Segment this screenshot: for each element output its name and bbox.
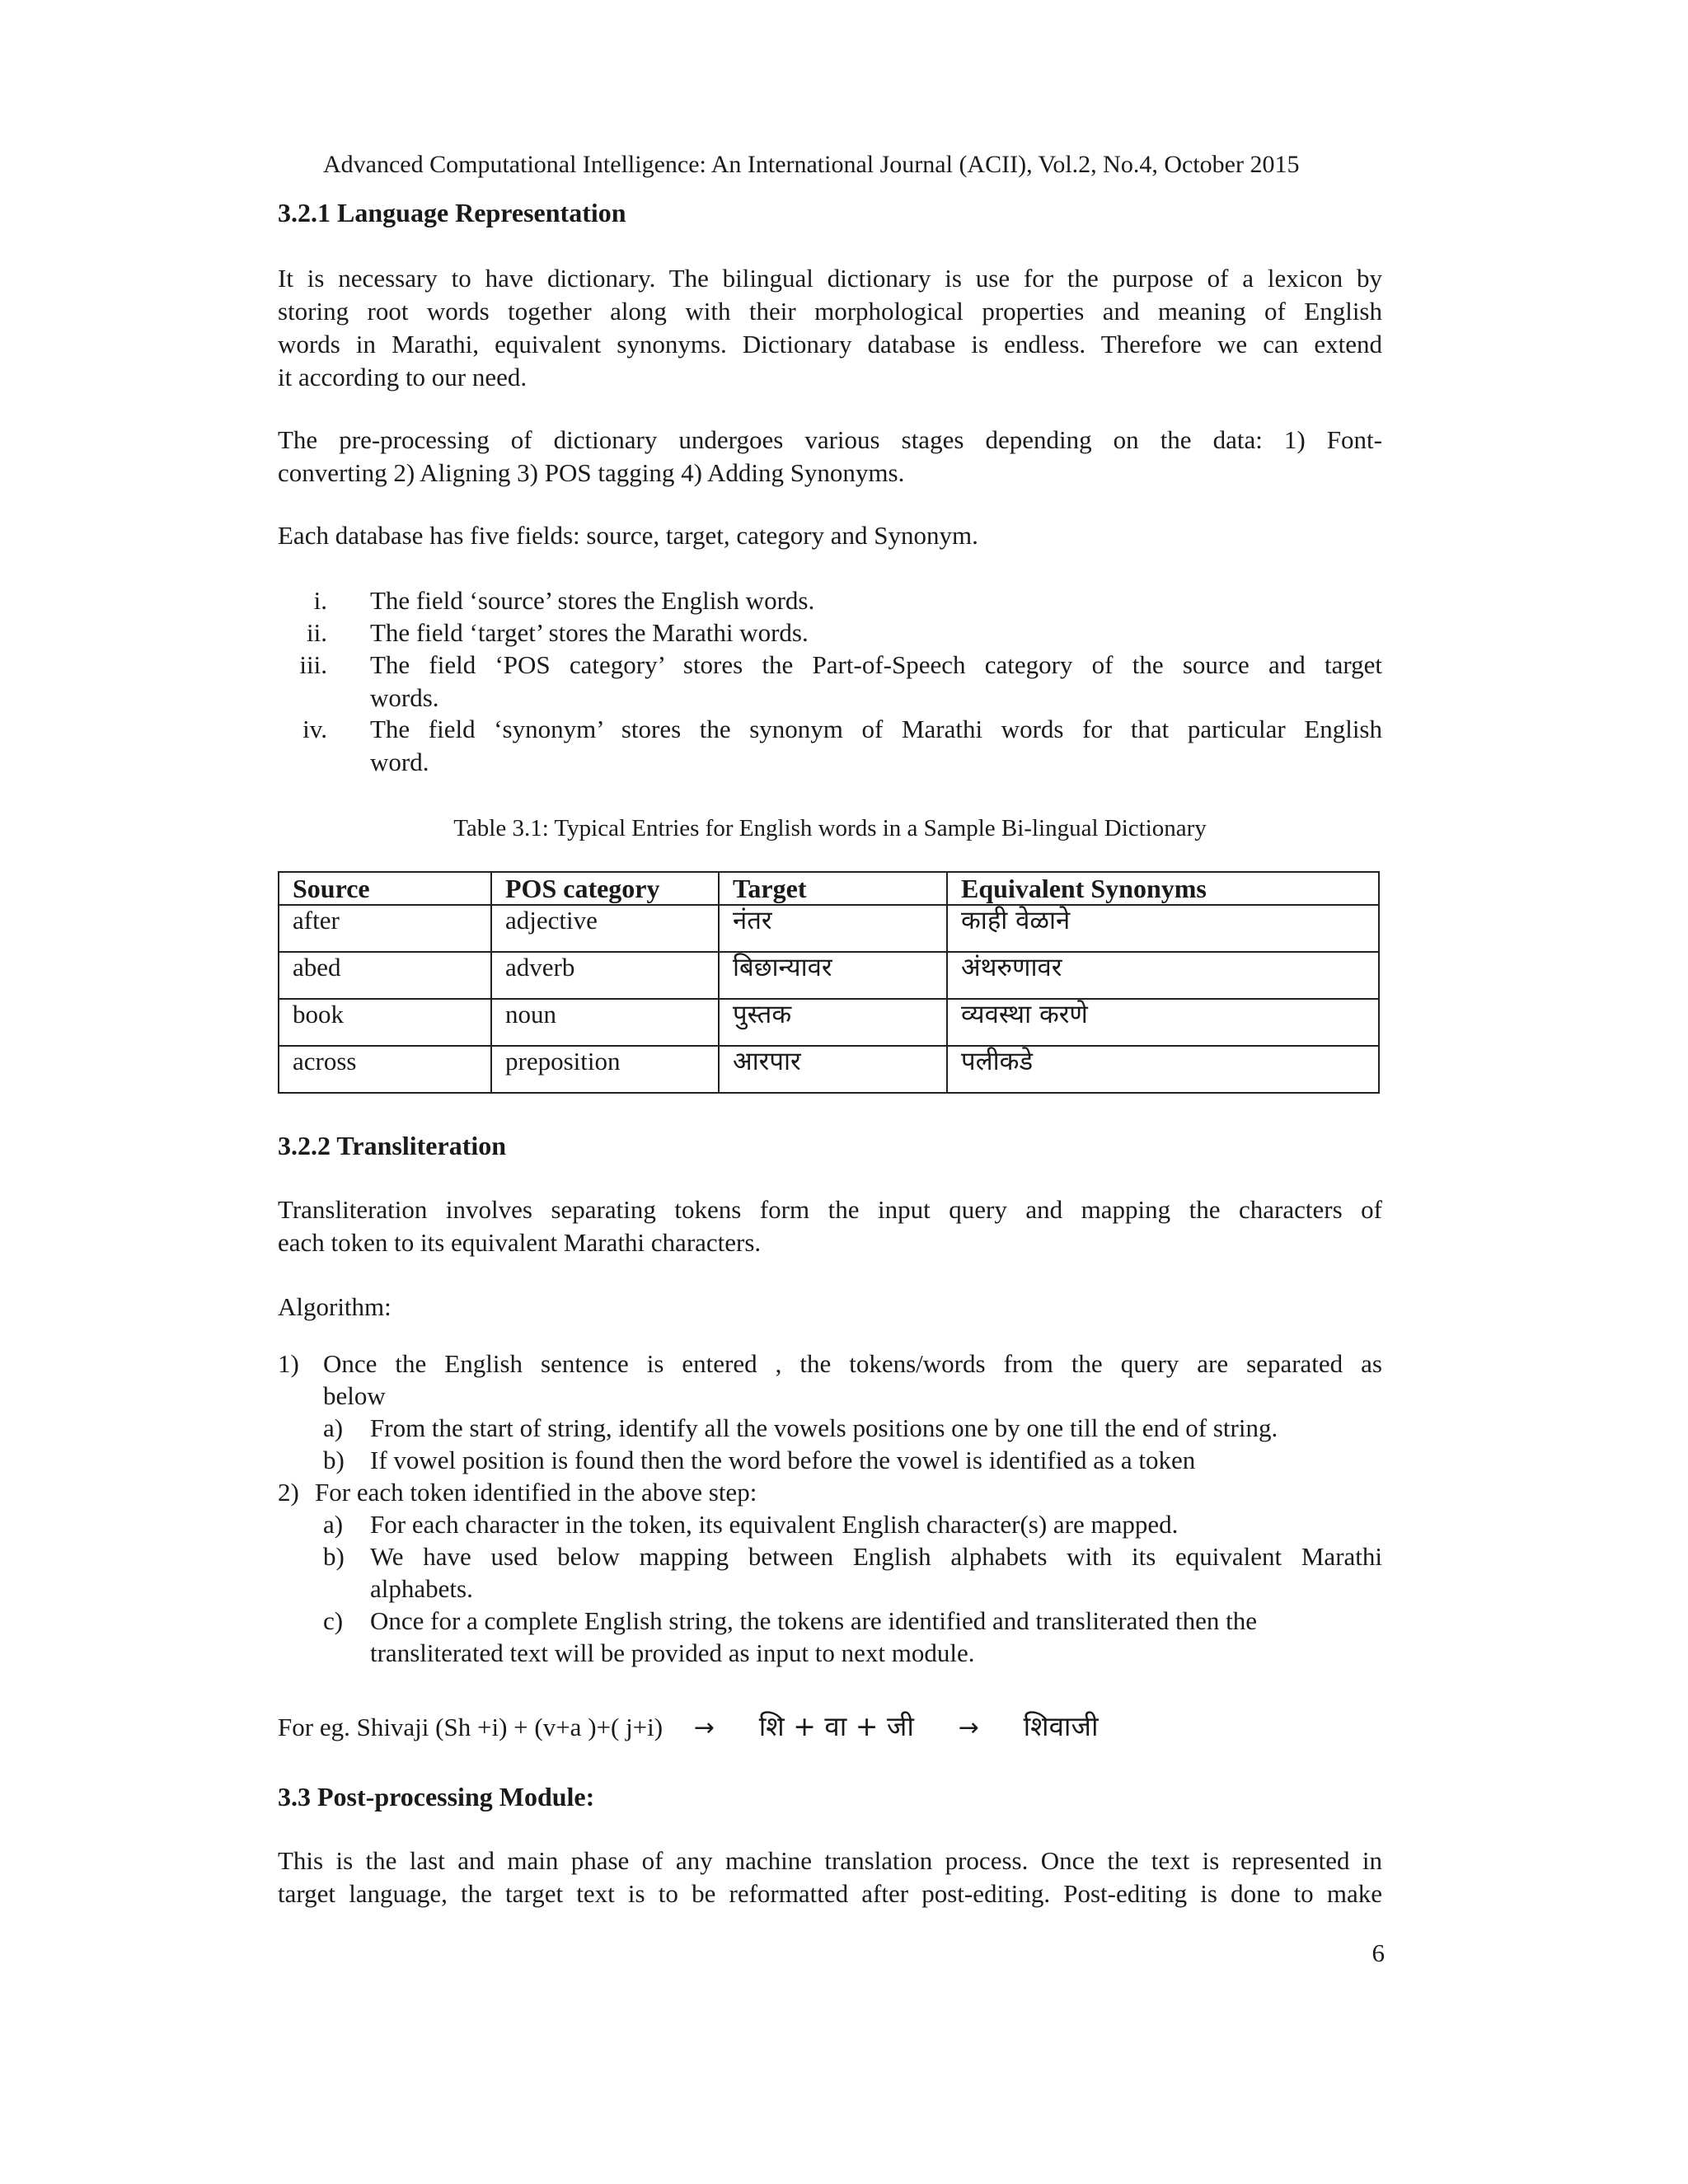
text-line: The field ‘POS category’ stores the Part-of-Speech category of the source and target: [370, 650, 1382, 679]
list-number: ii.: [307, 618, 327, 647]
list-number: i.: [313, 586, 327, 615]
text-line: storing root words together along with their morphological properties and meaning of English: [278, 297, 1382, 326]
table-cell: noun: [491, 999, 719, 1046]
text-line: Transliteration involves separating tokens form the input query and mapping the characters of: [278, 1195, 1382, 1224]
text-line: words in Marathi, equivalent synonyms. Dictionary database is endless. Therefore we can extend: [278, 330, 1382, 359]
table-cell: after: [279, 905, 491, 952]
sub-step-number: b): [323, 1542, 345, 1571]
table-cell: अंथरुणावर: [947, 952, 1379, 999]
text-line: The field ‘synonym’ stores the synonym of Marathi words for that particular English: [370, 715, 1382, 743]
table-caption: Table 3.1: Typical Entries for English words in a Sample Bi-lingual Dictionary: [453, 815, 1207, 841]
table-cell: आरपार: [719, 1046, 947, 1093]
arrow-right-icon: →: [693, 1713, 715, 1742]
transliteration-example: [278, 1710, 1099, 1745]
table-cell: बिछान्यावर: [719, 952, 947, 999]
text-line: For each token identified in the above step:: [315, 1478, 757, 1507]
table-cell: abed: [279, 952, 491, 999]
text-line: The pre-processing of dictionary undergoes various stages depending on the data: 1) Font-: [278, 425, 1382, 454]
table-cell: preposition: [491, 1046, 719, 1093]
paragraph-transliteration: [278, 1193, 1382, 1259]
page-number: 6: [1372, 1938, 1385, 1967]
section-heading-3-3: 3.3 Post-processing Module:: [278, 1782, 595, 1811]
text-line: word.: [370, 748, 429, 776]
text-line: converting 2) Aligning 3) POS tagging 4) Adding Synonyms.: [278, 458, 905, 487]
sub-step-number: c): [323, 1606, 344, 1635]
list-text: [370, 616, 1382, 649]
text-line: below: [323, 1381, 386, 1410]
text-line: From the start of string, identify all the vowels positions one by one till the end of string.: [370, 1413, 1278, 1442]
table-row: [279, 1046, 1379, 1093]
table-row: [279, 999, 1379, 1046]
running-header: Advanced Computational Intelligence: An International Journal (ACII), Vol.2, No.4, October 2015: [323, 151, 1300, 178]
table-cell: across: [279, 1046, 491, 1093]
example-prefix: For eg. Shivaji (Sh +i) + (v+a )+( j+i): [278, 1713, 663, 1741]
list-text: [370, 713, 1382, 779]
section-heading-3-2-1: 3.2.1 Language Representation: [278, 198, 626, 227]
text-line: The field ‘source’ stores the English words.: [370, 586, 815, 615]
list-number: iv.: [302, 715, 327, 743]
column-header-pos: POS category: [491, 872, 719, 905]
table-cell: पलीकडे: [947, 1046, 1379, 1093]
table-row: [279, 952, 1379, 999]
table-row: [279, 905, 1379, 952]
arrow-right-icon: →: [958, 1713, 979, 1742]
section-heading-3-2-2: 3.2.2 Transliteration: [278, 1131, 507, 1160]
text-line: it according to our need.: [278, 363, 528, 391]
text-line: alphabets.: [370, 1574, 473, 1603]
dictionary-table: [278, 871, 1380, 1094]
list-number: iii.: [299, 650, 327, 679]
paragraph-fields-intro: [278, 519, 1382, 552]
paragraph-preprocessing: [278, 424, 1382, 490]
text-line: Each database has five fields: source, target, category and Synonym.: [278, 521, 978, 550]
paragraph-post-processing: [278, 1844, 1382, 1910]
list-text: [370, 649, 1382, 715]
text-line: The field ‘target’ stores the Marathi words.: [370, 618, 809, 647]
example-parts: शि + वा + जी: [758, 1710, 914, 1742]
sub-step-number: b): [323, 1446, 345, 1474]
text-line: It is necessary to have dictionary. The bilingual dictionary is use for the purpose of a lexicon by: [278, 264, 1382, 293]
list-text: [370, 584, 1382, 617]
table-cell: पुस्तक: [719, 999, 947, 1046]
column-header-source: Source: [279, 872, 491, 905]
text-line: words.: [370, 683, 439, 712]
sub-step-number: a): [323, 1413, 344, 1442]
table-header-row: [279, 872, 1379, 905]
text-line: If vowel position is found then the word before the vowel is identified as a token: [370, 1446, 1196, 1474]
table-cell: काही वेळाने: [947, 905, 1379, 952]
sub-step-number: a): [323, 1510, 344, 1539]
step-number: 2): [278, 1478, 299, 1507]
step-number: 1): [278, 1349, 299, 1378]
text-line: Once the English sentence is entered , the tokens/words from the query are separated as: [323, 1349, 1382, 1378]
column-header-target: Target: [719, 872, 947, 905]
example-result: शिवाजी: [1023, 1710, 1099, 1742]
table-cell: adverb: [491, 952, 719, 999]
text-line: target language, the target text is to be reformatted after post-editing. Post-editing is done to make: [278, 1879, 1382, 1908]
table-cell: नंतर: [719, 905, 947, 952]
text-line: This is the last and main phase of any machine translation process. Once the text is represented in: [278, 1846, 1382, 1875]
text-line: Once for a complete English string, the tokens are identified and transliterated then the: [370, 1606, 1258, 1635]
text-line: For each character in the token, its equivalent English character(s) are mapped.: [370, 1510, 1179, 1539]
table-cell: book: [279, 999, 491, 1046]
text-line: each token to its equivalent Marathi characters.: [278, 1228, 762, 1257]
algorithm-label: Algorithm:: [278, 1292, 392, 1321]
table-cell: व्यवस्था करणे: [947, 999, 1379, 1046]
text-line: We have used below mapping between English alphabets with its equivalent Marathi: [370, 1542, 1382, 1571]
paragraph-dictionary: [278, 262, 1382, 394]
table-cell: adjective: [491, 905, 719, 952]
column-header-synonyms: Equivalent Synonyms: [947, 872, 1379, 905]
text-line: transliterated text will be provided as input to next module.: [370, 1638, 975, 1667]
